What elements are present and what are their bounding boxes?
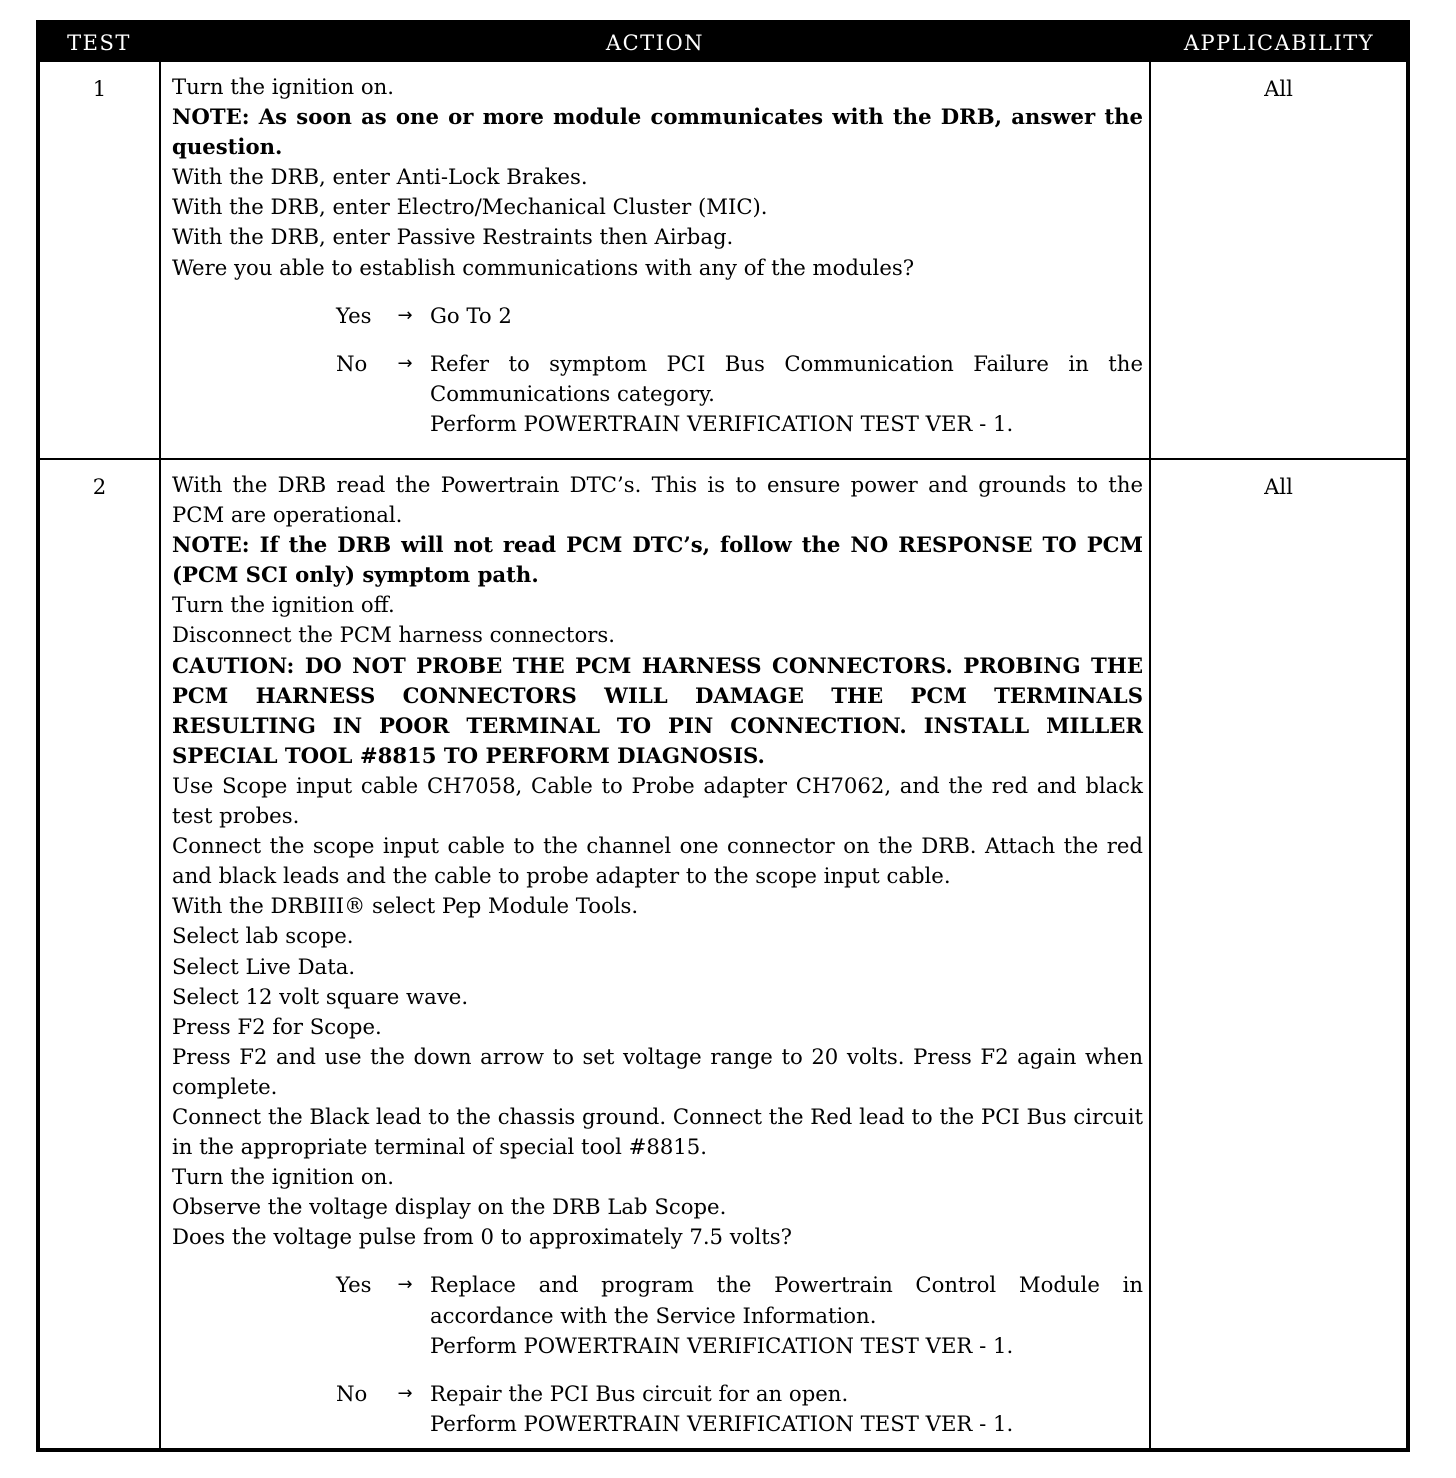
outcome-yes xyxy=(172,301,1143,331)
action-question: Were you able to establish communications with any of the modules? xyxy=(172,254,915,280)
outcome-line: Repair the PCI Bus circuit for an open. xyxy=(430,1380,849,1406)
action-line: Press F2 and use the down arrow to set voltage range to 20 volts. Press F2 again when complete. xyxy=(172,1043,1143,1099)
outcome-line: Refer to symptom PCI Bus Communication Failure in the Communications category. xyxy=(430,350,1143,406)
action-line: With the DRB, enter Electro/Mechanical Cluster (MIC). xyxy=(172,194,768,220)
test-row-2 xyxy=(38,459,1408,1450)
outcome-yes xyxy=(172,1270,1143,1360)
action-note: NOTE: If the DRB will not read PCM DTC’s, follow the NO RESPONSE TO PCM (PCM SCI only) symptom path. xyxy=(172,532,1143,588)
action-question: Does the voltage pulse from 0 to approximately 7.5 volts? xyxy=(172,1224,793,1250)
action-line: With the DRB, enter Anti-Lock Brakes. xyxy=(172,164,588,190)
action-line: Turn the ignition off. xyxy=(172,592,395,618)
outcome-line: Perform POWERTRAIN VERIFICATION TEST VER - 1. xyxy=(430,1410,1014,1436)
action-line: Use Scope input cable CH7058, Cable to Probe adapter CH7062, and the red and black test probes. xyxy=(172,772,1143,829)
test-number: 2 xyxy=(38,459,160,1450)
outcome-line: Perform POWERTRAIN VERIFICATION TEST VER - 1. xyxy=(430,1332,1014,1358)
action-line: Connect the Black lead to the chassis ground. Connect the Red lead to the PCI Bus circuit in the appropriate terminal of special tool #8815. xyxy=(172,1103,1143,1160)
action-line: Select lab scope. xyxy=(172,923,354,949)
test-action-cell xyxy=(160,459,1150,1450)
diagnostic-table xyxy=(36,20,1410,1452)
action-caution: CAUTION: DO NOT PROBE THE PCM HARNESS CONNECTORS. PROBING THE PCM HARNESS CONNECTORS WILL DAMAGE THE PCM TERMINALS RESULTING IN POOR TERMINAL TO PIN CONNECTION. INSTALL MILLER SPECIAL TOOL #8815 TO PERFORM DIAGNOSIS. xyxy=(172,652,1143,768)
right-arrow-icon: → xyxy=(397,1274,413,1296)
test-number: 1 xyxy=(38,62,160,459)
outcome-answer: Yes xyxy=(336,302,372,328)
action-line: With the DRBIII® select Pep Module Tools. xyxy=(172,893,639,919)
header-applicability: APPLICABILITY xyxy=(1150,22,1408,62)
action-line: Observe the voltage display on the DRB Lab Scope. xyxy=(172,1194,727,1220)
right-arrow-icon: → xyxy=(397,304,413,326)
applicability-value: All xyxy=(1264,474,1293,499)
action-line: Select Live Data. xyxy=(172,953,356,979)
action-note: NOTE: As soon as one or more module communicates with the DRB, answer the question. xyxy=(172,104,1143,160)
header-action: ACTION xyxy=(160,22,1150,62)
outcome-answer: No xyxy=(336,1380,368,1406)
diagnostic-page xyxy=(36,20,1406,1452)
outcome-no xyxy=(172,349,1143,439)
action-line: Press F2 for Scope. xyxy=(172,1013,382,1039)
header-test: TEST xyxy=(38,22,160,62)
outcome-answer: Yes xyxy=(336,1272,372,1298)
action-line: Connect the scope input cable to the channel one connector on the DRB. Attach the red and black leads and the cable to probe adapter to the scope input cable. xyxy=(172,833,1143,889)
outcome-line: Go To 2 xyxy=(430,302,512,328)
outcome-no xyxy=(172,1379,1143,1439)
applicability-value: All xyxy=(1150,62,1408,459)
test-row-1 xyxy=(38,62,1408,459)
action-line: Disconnect the PCM harness connectors. xyxy=(172,622,615,648)
action-line: Select 12 volt square wave. xyxy=(172,983,469,1009)
action-line: With the DRB read the Powertrain DTC’s. This is to ensure power and grounds to the PCM are operational. xyxy=(172,472,1143,528)
outcome-line: Perform POWERTRAIN VERIFICATION TEST VER - 1. xyxy=(430,410,1014,436)
action-line: With the DRB, enter Passive Restraints then Airbag. xyxy=(172,224,734,250)
outcomes xyxy=(172,1270,1143,1438)
action-line: Turn the ignition on. xyxy=(172,74,395,99)
right-arrow-icon: → xyxy=(397,1382,413,1404)
test-action-cell xyxy=(160,62,1150,459)
outcome-line: Replace and program the Powertrain Control Module in accordance with the Service Information. xyxy=(430,1272,1143,1328)
right-arrow-icon: → xyxy=(397,352,413,374)
table-header-row xyxy=(38,22,1408,62)
outcome-answer: No xyxy=(336,350,368,376)
action-line: Turn the ignition on. xyxy=(172,1164,395,1190)
outcomes xyxy=(172,301,1143,439)
